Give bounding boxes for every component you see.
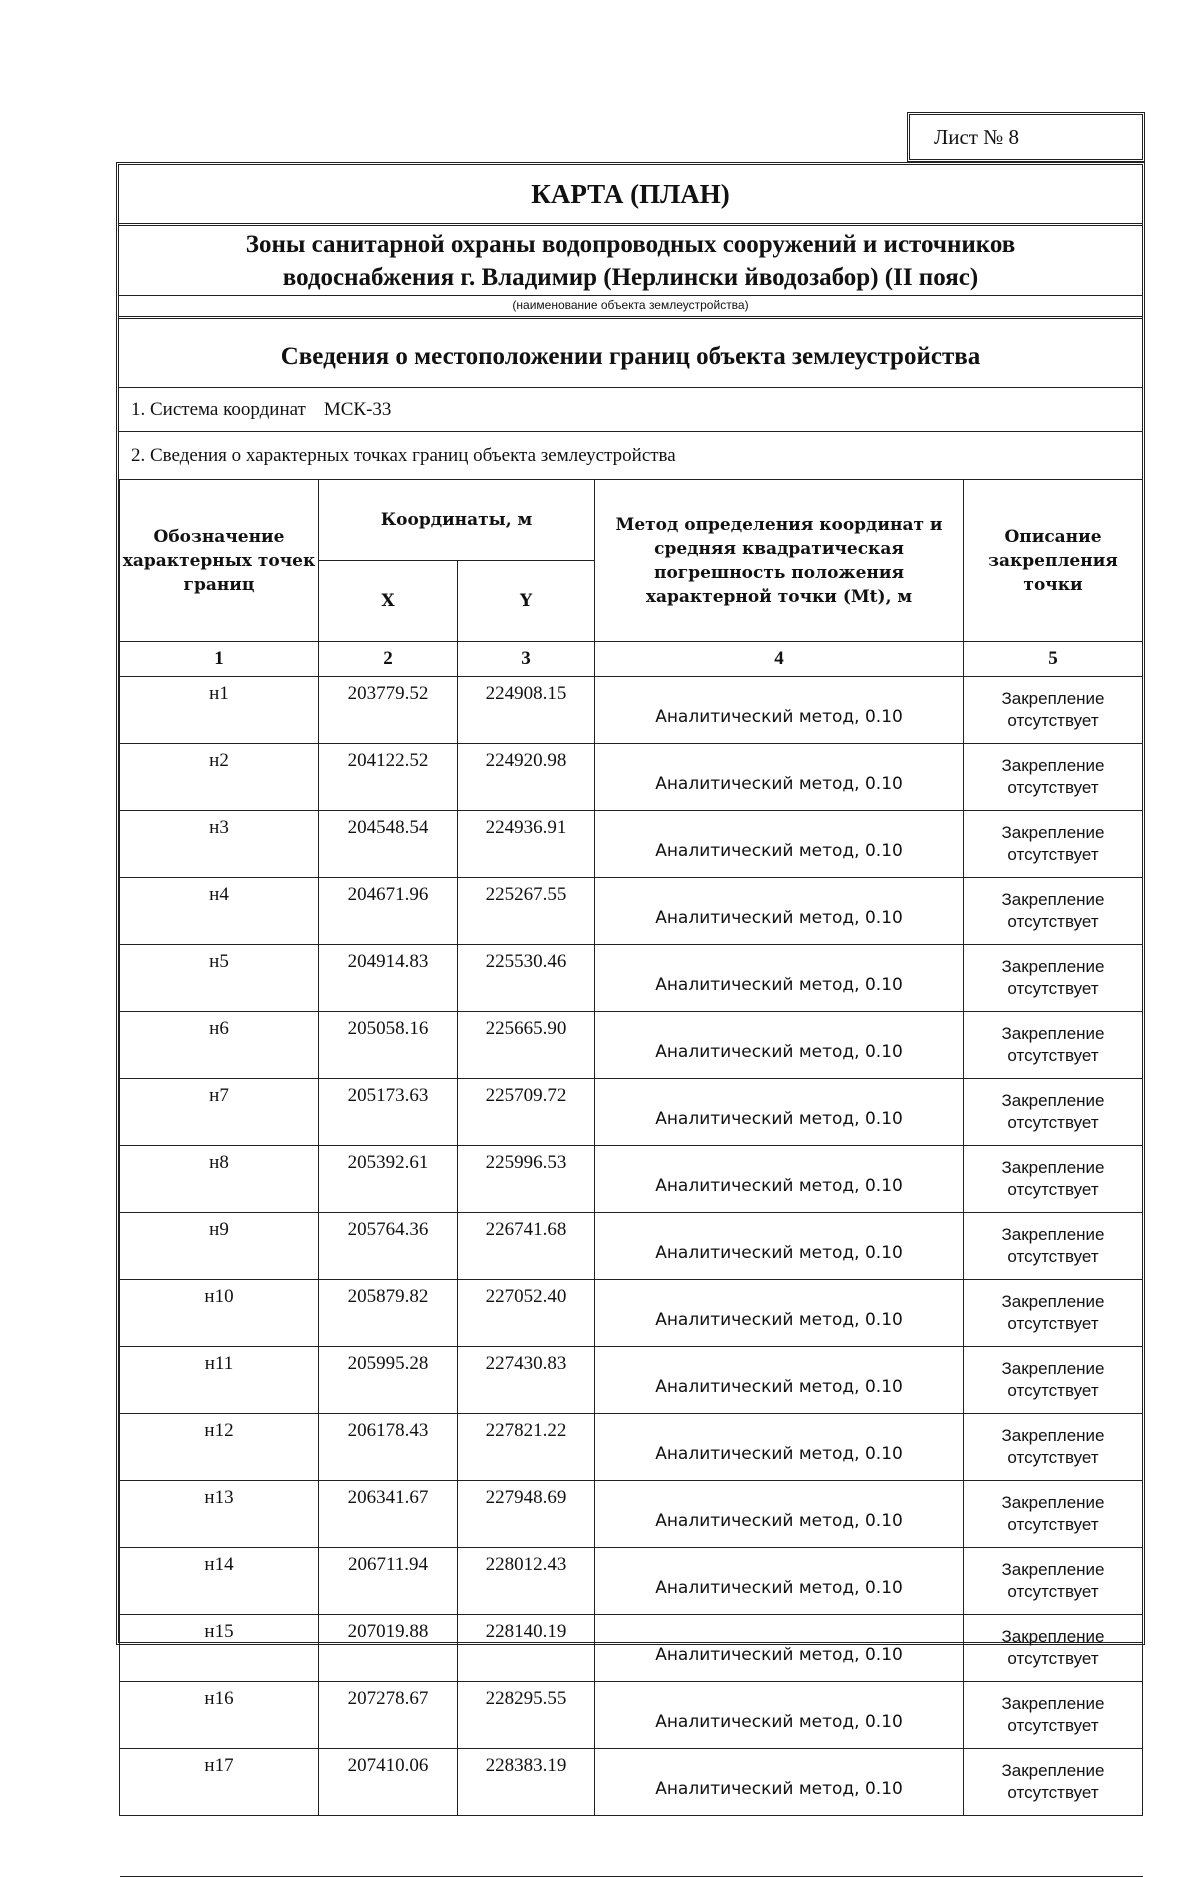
- coord-y: 228295.55: [458, 1682, 595, 1749]
- description-cell: [964, 1682, 1143, 1749]
- boundary-points-table: [119, 479, 1143, 1877]
- table-row: [120, 1213, 1143, 1280]
- description-line-1: Закрепление: [1001, 689, 1105, 708]
- point-id: н17: [120, 1749, 319, 1816]
- table-row: [120, 1682, 1143, 1749]
- description-cell: [964, 677, 1143, 744]
- header-x: X: [319, 561, 458, 642]
- section-title: Сведения о местоположении границ объекта землеустройства: [119, 319, 1142, 388]
- point-id: н2: [120, 744, 319, 811]
- table-row: [120, 1012, 1143, 1079]
- coord-y: 225709.72: [458, 1079, 595, 1146]
- description-line-2: отсутствует: [1007, 1783, 1099, 1802]
- coord-x: 205879.82: [319, 1280, 458, 1347]
- point-id: н11: [120, 1347, 319, 1414]
- description-cell: [964, 744, 1143, 811]
- description-line-1: Закрепление: [1001, 1024, 1105, 1043]
- object-name-caption: (наименование объекта землеустройства): [119, 295, 1142, 319]
- description-line-1: Закрепление: [1001, 1158, 1105, 1177]
- point-id: н10: [120, 1280, 319, 1347]
- table-row: [120, 945, 1143, 1012]
- description-line-1: Закрепление: [1001, 1292, 1105, 1311]
- empty-footer-row: [120, 1816, 1143, 1877]
- method-cell: Аналитический метод, 0.10: [595, 1012, 964, 1079]
- coord-y: 224920.98: [458, 744, 595, 811]
- coordinate-system-row: [119, 388, 1142, 432]
- coord-x: 205173.63: [319, 1079, 458, 1146]
- header-description: Описание закрепления точки: [964, 480, 1143, 642]
- point-id: н5: [120, 945, 319, 1012]
- coord-y: 225530.46: [458, 945, 595, 1012]
- header-point: Обозначение характерных точек границ: [120, 480, 319, 642]
- table-row: [120, 1749, 1143, 1816]
- description-line-1: Закрепление: [1001, 1091, 1105, 1110]
- coord-y: 228012.43: [458, 1548, 595, 1615]
- method-cell: Аналитический метод, 0.10: [595, 1079, 964, 1146]
- description-line-1: Закрепление: [1001, 890, 1105, 909]
- description-line-2: отсутствует: [1007, 912, 1099, 931]
- description-line-2: отсутствует: [1007, 1113, 1099, 1132]
- description-cell: [964, 1280, 1143, 1347]
- coord-x: 206341.67: [319, 1481, 458, 1548]
- method-cell: Аналитический метод, 0.10: [595, 1481, 964, 1548]
- description-line-2: отсутствует: [1007, 1247, 1099, 1266]
- coord-y: 225665.90: [458, 1012, 595, 1079]
- coord-x: 207278.67: [319, 1682, 458, 1749]
- description-line-1: Закрепление: [1001, 1225, 1105, 1244]
- point-id: н14: [120, 1548, 319, 1615]
- point-id: н16: [120, 1682, 319, 1749]
- object-name-line-2: водоснабжения г. Владимир (Нерлински йводозабор) (II пояс): [282, 264, 979, 291]
- method-cell: Аналитический метод, 0.10: [595, 1146, 964, 1213]
- description-line-1: Закрепление: [1001, 1359, 1105, 1378]
- coord-y: 227821.22: [458, 1414, 595, 1481]
- coord-x: 204548.54: [319, 811, 458, 878]
- table-row: [120, 1481, 1143, 1548]
- description-line-2: отсутствует: [1007, 1515, 1099, 1534]
- description-line-1: Закрепление: [1001, 1694, 1105, 1713]
- header-y: Y: [458, 561, 595, 642]
- table-row: [120, 1615, 1143, 1682]
- description-cell: [964, 1079, 1143, 1146]
- description-line-2: отсутствует: [1007, 1649, 1099, 1668]
- table-row: [120, 1548, 1143, 1615]
- description-line-2: отсутствует: [1007, 1046, 1099, 1065]
- method-cell: Аналитический метод, 0.10: [595, 1213, 964, 1280]
- coordinate-system-label: 1. Система координат: [131, 399, 306, 420]
- table-row: [120, 878, 1143, 945]
- table-row: [120, 677, 1143, 744]
- method-cell: Аналитический метод, 0.10: [595, 1280, 964, 1347]
- description-cell: [964, 1414, 1143, 1481]
- coord-x: 205995.28: [319, 1347, 458, 1414]
- description-line-1: Закрепление: [1001, 756, 1105, 775]
- description-cell: [964, 1012, 1143, 1079]
- description-line-2: отсутствует: [1007, 979, 1099, 998]
- table-row: [120, 1414, 1143, 1481]
- description-line-1: Закрепление: [1001, 1560, 1105, 1579]
- description-cell: [964, 1347, 1143, 1414]
- point-id: н12: [120, 1414, 319, 1481]
- coord-x: 206178.43: [319, 1414, 458, 1481]
- description-line-2: отсутствует: [1007, 1314, 1099, 1333]
- description-cell: [964, 811, 1143, 878]
- coord-y: 225267.55: [458, 878, 595, 945]
- description-line-2: отсутствует: [1007, 1582, 1099, 1601]
- description-cell: [964, 1146, 1143, 1213]
- column-number: 5: [964, 642, 1143, 677]
- method-cell: Аналитический метод, 0.10: [595, 1347, 964, 1414]
- description-cell: [964, 1548, 1143, 1615]
- coord-x: 204671.96: [319, 878, 458, 945]
- sheet-number-label: Лист № 8: [907, 112, 1145, 162]
- point-id: н13: [120, 1481, 319, 1548]
- description-line-1: Закрепление: [1001, 1426, 1105, 1445]
- coord-x: 205058.16: [319, 1012, 458, 1079]
- description-cell: [964, 1615, 1143, 1682]
- description-line-1: Закрепление: [1001, 1493, 1105, 1512]
- method-cell: Аналитический метод, 0.10: [595, 1749, 964, 1816]
- coord-x: 204914.83: [319, 945, 458, 1012]
- method-cell: Аналитический метод, 0.10: [595, 1414, 964, 1481]
- description-line-2: отсутствует: [1007, 1180, 1099, 1199]
- coord-x: 203779.52: [319, 677, 458, 744]
- column-number: 1: [120, 642, 319, 677]
- description-line-1: Закрепление: [1001, 1627, 1105, 1646]
- point-id: н15: [120, 1615, 319, 1682]
- method-cell: Аналитический метод, 0.10: [595, 677, 964, 744]
- method-cell: Аналитический метод, 0.10: [595, 945, 964, 1012]
- table-row: [120, 1146, 1143, 1213]
- coord-y: 225996.53: [458, 1146, 595, 1213]
- column-number: 3: [458, 642, 595, 677]
- description-cell: [964, 1749, 1143, 1816]
- coord-y: 227430.83: [458, 1347, 595, 1414]
- method-cell: Аналитический метод, 0.10: [595, 1615, 964, 1682]
- description-line-1: Закрепление: [1001, 1761, 1105, 1780]
- point-id: н9: [120, 1213, 319, 1280]
- description-line-1: Закрепление: [1001, 957, 1105, 976]
- coord-y: 228140.19: [458, 1615, 595, 1682]
- page-title: КАРТА (ПЛАН): [119, 165, 1142, 226]
- object-name-line-1: Зоны санитарной охраны водопроводных сооружений и источников: [245, 231, 1016, 258]
- method-cell: Аналитический метод, 0.10: [595, 811, 964, 878]
- point-id: н7: [120, 1079, 319, 1146]
- coord-x: 205392.61: [319, 1146, 458, 1213]
- description-cell: [964, 1213, 1143, 1280]
- description-line-2: отсутствует: [1007, 845, 1099, 864]
- header-method: Метод определения координат и средняя квадратическая погрешность положения характерной точки (Mt), м: [595, 480, 964, 642]
- coord-x: 206711.94: [319, 1548, 458, 1615]
- coord-x: 207410.06: [319, 1749, 458, 1816]
- coord-y: 227948.69: [458, 1481, 595, 1548]
- object-name: [119, 226, 1142, 296]
- coord-y: 228383.19: [458, 1749, 595, 1816]
- description-line-2: отсутствует: [1007, 1716, 1099, 1735]
- description-line-2: отсутствует: [1007, 711, 1099, 730]
- coordinate-system-value: МСК-33: [323, 399, 392, 420]
- table-row: [120, 1280, 1143, 1347]
- description-cell: [964, 878, 1143, 945]
- description-line-2: отсутствует: [1007, 778, 1099, 797]
- description-line-1: Закрепление: [1001, 823, 1105, 842]
- method-cell: Аналитический метод, 0.10: [595, 878, 964, 945]
- header-coordinates: Координаты, м: [319, 480, 595, 561]
- coord-y: 226741.68: [458, 1213, 595, 1280]
- points-info-label: 2. Сведения о характерных точках границ объекта землеустройства: [131, 445, 676, 466]
- coord-x: 204122.52: [319, 744, 458, 811]
- method-cell: Аналитический метод, 0.10: [595, 1682, 964, 1749]
- coord-x: 205764.36: [319, 1213, 458, 1280]
- point-id: н8: [120, 1146, 319, 1213]
- description-cell: [964, 945, 1143, 1012]
- table-row: [120, 744, 1143, 811]
- coord-x: 207019.88: [319, 1615, 458, 1682]
- coord-y: 224908.15: [458, 677, 595, 744]
- table-row: [120, 1347, 1143, 1414]
- method-cell: Аналитический метод, 0.10: [595, 744, 964, 811]
- point-id: н6: [120, 1012, 319, 1079]
- point-id: н4: [120, 878, 319, 945]
- description-cell: [964, 1481, 1143, 1548]
- table-row: [120, 1079, 1143, 1146]
- column-number: 2: [319, 642, 458, 677]
- table-row: [120, 811, 1143, 878]
- coord-y: 227052.40: [458, 1280, 595, 1347]
- coord-y: 224936.91: [458, 811, 595, 878]
- point-id: н3: [120, 811, 319, 878]
- column-number: 4: [595, 642, 964, 677]
- point-id: н1: [120, 677, 319, 744]
- document-frame: [116, 162, 1145, 1802]
- description-line-2: отсутствует: [1007, 1381, 1099, 1400]
- method-cell: Аналитический метод, 0.10: [595, 1548, 964, 1615]
- description-line-2: отсутствует: [1007, 1448, 1099, 1467]
